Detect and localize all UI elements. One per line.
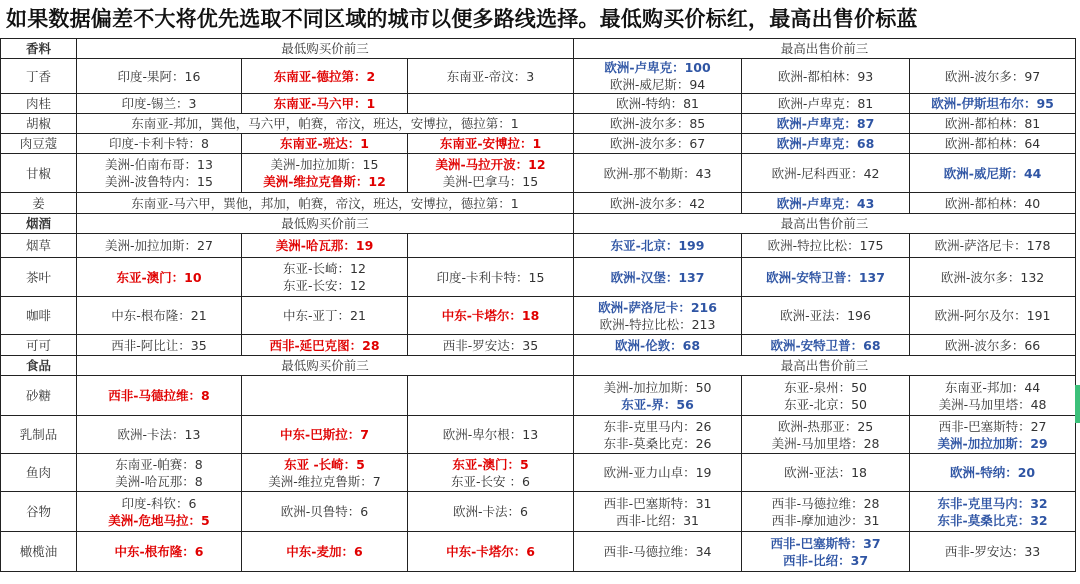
product-name: 烟草 <box>1 234 77 258</box>
table-row <box>1 59 1076 94</box>
price-entry: 东亚-泉州：50 <box>784 379 867 395</box>
price-entry: 欧洲-卡法：13 <box>117 427 201 442</box>
price-entry: 美洲-哈瓦那：8 <box>115 473 203 489</box>
price-entry: 欧洲-卢卑克：87 <box>776 116 875 131</box>
price-entry: 美洲-维拉克鲁斯：7 <box>268 473 381 489</box>
section-header-row <box>1 214 1076 234</box>
price-entry: 东南亚-帝汶：3 <box>446 68 535 84</box>
price-entry: 西非-罗安达：33 <box>944 544 1041 559</box>
sell-cell <box>742 154 910 193</box>
buy-cell <box>77 154 242 193</box>
price-entry: 西非-比绍：31 <box>616 512 699 528</box>
price-entry: 欧洲-亚力山卓：19 <box>603 465 712 480</box>
product-name: 肉豆蔻 <box>1 134 77 154</box>
sell-cell <box>574 234 742 258</box>
price-entry: 美洲-马加里塔：28 <box>771 435 880 451</box>
buy-cell <box>242 154 408 193</box>
sell-cell <box>910 416 1076 454</box>
sell-cell <box>742 234 910 258</box>
price-entry: 美洲-巴拿马：15 <box>442 174 539 189</box>
price-entry: 欧洲-波尔多：67 <box>609 136 706 151</box>
product-name: 乳制品 <box>1 416 77 454</box>
price-entry: 欧洲-卢卑克：68 <box>776 136 875 151</box>
buy-cell <box>242 532 408 572</box>
price-entry: 中东-卡塔尔：18 <box>441 308 540 323</box>
table-row <box>1 234 1076 258</box>
buy-cell <box>408 94 574 114</box>
price-entry: 西非-比绍：37 <box>782 552 869 568</box>
price-entry: 欧洲-安特卫普：68 <box>770 337 881 353</box>
buy-cell <box>408 234 574 258</box>
price-entry: 欧洲-都柏林：81 <box>944 116 1041 131</box>
sell-cell <box>742 492 910 532</box>
buy-cell <box>408 134 574 154</box>
price-entry: 东亚-北京：50 <box>784 396 867 412</box>
price-entry: 欧洲-阿尔及尔：191 <box>934 308 1051 323</box>
price-entry: 美洲-加拉加斯：15 <box>270 157 379 172</box>
price-entry: 欧洲-都柏林：93 <box>777 68 874 84</box>
scrollbar-thumb[interactable] <box>1075 385 1080 423</box>
section-header-row <box>1 356 1076 376</box>
price-entry: 欧洲-特纳：81 <box>616 96 699 111</box>
sell-cell <box>910 193 1076 214</box>
price-entry: 欧洲-卢卑克：81 <box>777 96 874 111</box>
table-row <box>1 532 1076 572</box>
price-entry: 中东-根布隆：6 <box>114 544 204 559</box>
sell-cell <box>574 416 742 454</box>
sell-cell <box>910 134 1076 154</box>
price-entry: 东非-克里马内：26 <box>603 418 712 434</box>
buy-cell <box>77 335 242 356</box>
price-entry: 东非-莫桑比克：26 <box>603 435 712 451</box>
sell-cell <box>742 532 910 572</box>
product-name: 鱼肉 <box>1 454 77 492</box>
price-entry: 西非-阿比让：35 <box>111 337 207 353</box>
price-entry: 东亚-长安：12 <box>283 278 366 293</box>
sell-cell <box>742 376 910 416</box>
table-row <box>1 335 1076 356</box>
price-entry: 东南亚-帕赛：8 <box>115 456 203 472</box>
price-entry: 欧洲-热那亚：25 <box>777 418 874 434</box>
table-row <box>1 94 1076 114</box>
sell-cell <box>910 335 1076 356</box>
sell-header: 最高出售价前三 <box>574 39 1076 59</box>
price-entry: 美洲-加拉加斯：27 <box>105 238 213 253</box>
price-entry: 欧洲-伊斯坦布尔：95 <box>931 96 1054 111</box>
price-entry: 美洲-加拉加斯：50 <box>603 379 712 395</box>
price-entry: 西非-延巴克图：28 <box>269 337 380 353</box>
price-entry: 东南亚-马六甲：1 <box>273 96 376 111</box>
buy-cell <box>77 376 242 416</box>
price-entry: 欧洲-卑尔根：13 <box>442 427 539 442</box>
table-row <box>1 297 1076 335</box>
price-entry: 欧洲-汉堡：137 <box>610 269 705 285</box>
buy-cell <box>77 94 242 114</box>
page-title: 如果数据偏差不大将优先选取不同区域的城市以便多路线选择。最低购买价标红，最高出售价标蓝 <box>6 6 918 31</box>
buy-cell <box>408 297 574 335</box>
price-entry: 欧洲-伦敦：68 <box>614 337 701 353</box>
buy-cell <box>77 134 242 154</box>
price-entry: 中东-麦加：6 <box>286 544 363 559</box>
price-entry: 欧洲-特拉比松：175 <box>767 238 884 253</box>
product-name: 丁香 <box>1 59 77 94</box>
sell-cell <box>910 454 1076 492</box>
product-name: 茶叶 <box>1 258 77 297</box>
table-row <box>1 416 1076 454</box>
sell-cell <box>574 193 742 214</box>
price-entry: 欧洲-那不勒斯：43 <box>603 165 712 181</box>
sell-cell <box>910 258 1076 297</box>
price-entry: 中东-亚丁：21 <box>283 308 366 323</box>
sell-cell <box>742 114 910 134</box>
category-label: 香料 <box>1 39 77 59</box>
sell-cell <box>742 297 910 335</box>
price-entry: 欧洲-波尔多：42 <box>609 195 706 211</box>
price-entry: 欧洲-波尔多：85 <box>609 116 706 131</box>
price-entry: 东亚-澳门：10 <box>116 269 202 285</box>
sell-cell <box>742 454 910 492</box>
buy-header: 最低购买价前三 <box>77 39 574 59</box>
table-row <box>1 454 1076 492</box>
sell-cell <box>910 492 1076 532</box>
category-label: 烟酒 <box>1 214 77 234</box>
price-entry: 欧洲-卡法：6 <box>453 504 528 519</box>
buy-cell <box>77 454 242 492</box>
buy-cell <box>408 335 574 356</box>
price-entry: 欧洲-波尔多：132 <box>940 269 1045 285</box>
price-entry: 欧洲-特纳：20 <box>950 465 1036 480</box>
buy-cell <box>408 258 574 297</box>
price-entry: 欧洲-威尼斯：94 <box>609 77 706 92</box>
sell-header: 最高出售价前三 <box>574 214 1076 234</box>
price-entry: 欧洲-波尔多：66 <box>944 337 1041 353</box>
price-entry: 欧洲-都柏林：64 <box>944 136 1041 151</box>
table-row <box>1 114 1076 134</box>
price-entry: 欧洲-都柏林：40 <box>944 195 1041 211</box>
price-entry: 西非-摩加迪沙：31 <box>771 512 880 528</box>
buy-cell-merged: 东南亚-马六甲，巽他，邦加，帕赛，帝汶，班达，安博拉，德拉第：1 <box>77 193 574 214</box>
price-entry: 东南亚-邦加：44 <box>944 379 1041 395</box>
buy-cell <box>77 532 242 572</box>
buy-cell <box>408 416 574 454</box>
buy-cell <box>408 532 574 572</box>
price-entry: 中东-根布隆：21 <box>111 308 207 323</box>
table-row <box>1 376 1076 416</box>
price-entry: 东南亚-班达：1 <box>280 136 369 151</box>
sell-cell <box>574 258 742 297</box>
buy-cell <box>242 297 408 335</box>
table-row <box>1 258 1076 297</box>
price-entry: 印度-果阿：16 <box>117 68 201 84</box>
buy-cell <box>242 94 408 114</box>
buy-cell <box>77 416 242 454</box>
sell-cell <box>574 492 742 532</box>
buy-cell <box>408 376 574 416</box>
sell-cell <box>742 193 910 214</box>
product-name: 姜 <box>1 193 77 214</box>
price-entry: 西非-马德拉维：34 <box>603 544 712 559</box>
price-entry: 印度-卡利卡特：15 <box>436 269 545 285</box>
table-row <box>1 193 1076 214</box>
buy-header: 最低购买价前三 <box>77 214 574 234</box>
price-entry: 西非-巴塞斯特：27 <box>938 418 1047 434</box>
category-label: 食品 <box>1 356 77 376</box>
buy-cell <box>242 492 408 532</box>
sell-cell <box>574 335 742 356</box>
sell-cell <box>574 376 742 416</box>
product-name: 咖啡 <box>1 297 77 335</box>
price-entry: 东亚-长崎：12 <box>283 261 366 276</box>
sell-cell <box>742 416 910 454</box>
price-entry: 西非-马德拉维：8 <box>108 388 210 403</box>
price-entry: 美洲-马加里塔：48 <box>938 396 1047 412</box>
price-entry: 美洲-波鲁特内：15 <box>105 174 213 189</box>
price-table <box>0 38 1076 572</box>
price-entry: 欧洲-卢卑克：43 <box>776 195 875 211</box>
price-entry: 中东-巴斯拉：7 <box>280 427 369 442</box>
buy-cell <box>408 59 574 94</box>
sell-cell <box>742 335 910 356</box>
sell-cell <box>910 376 1076 416</box>
price-entry: 东亚 -长崎：5 <box>284 456 365 472</box>
product-name: 砂糖 <box>1 376 77 416</box>
sell-cell <box>910 94 1076 114</box>
sell-cell <box>910 114 1076 134</box>
product-name: 可可 <box>1 335 77 356</box>
sell-cell <box>574 94 742 114</box>
price-entry: 东南亚-安博拉：1 <box>439 136 542 151</box>
buy-cell <box>242 376 408 416</box>
buy-cell <box>242 59 408 94</box>
price-entry: 印度-锡兰：3 <box>121 96 197 111</box>
price-entry: 西非-巴塞斯特：37 <box>770 535 881 551</box>
sell-cell <box>574 134 742 154</box>
table-row <box>1 492 1076 532</box>
buy-cell <box>77 492 242 532</box>
price-entry: 印度-科钦：6 <box>121 495 197 511</box>
sell-cell <box>574 154 742 193</box>
price-entry: 西非-马德拉维：28 <box>771 495 880 511</box>
sell-cell <box>742 134 910 154</box>
price-entry: 美洲-维拉克鲁斯：12 <box>263 174 386 189</box>
sell-cell <box>910 59 1076 94</box>
price-entry: 欧洲-安特卫普：137 <box>766 269 885 285</box>
buy-cell-merged: 东南亚-邦加，巽他，马六甲，帕赛，帝汶，班达，安博拉，德拉第：1 <box>77 114 574 134</box>
buy-cell <box>242 234 408 258</box>
price-entry: 欧洲-萨洛尼卡：216 <box>598 299 717 315</box>
buy-cell <box>77 297 242 335</box>
price-entry: 东亚-北京：199 <box>610 238 705 253</box>
sell-cell <box>574 59 742 94</box>
sell-header: 最高出售价前三 <box>574 356 1076 376</box>
product-name: 谷物 <box>1 492 77 532</box>
price-entry: 东南亚-德拉第：2 <box>273 68 376 84</box>
buy-cell <box>77 59 242 94</box>
buy-cell <box>408 454 574 492</box>
product-name: 橄榄油 <box>1 532 77 572</box>
price-entry: 西非-巴塞斯特：31 <box>603 495 712 511</box>
price-entry: 欧洲-萨洛尼卡：178 <box>934 238 1051 253</box>
table-row <box>1 154 1076 193</box>
price-entry: 美洲-危地马拉：5 <box>108 512 210 528</box>
price-entry: 欧洲-尼科西亚：42 <box>771 165 880 181</box>
price-entry: 东亚-界：56 <box>621 396 694 412</box>
sell-cell <box>910 297 1076 335</box>
buy-cell <box>77 258 242 297</box>
price-entry: 欧洲-波尔多：97 <box>944 68 1041 84</box>
buy-cell <box>242 335 408 356</box>
price-entry: 东亚-澳门：5 <box>452 456 529 472</box>
buy-cell <box>242 454 408 492</box>
price-entry: 东非-莫桑比克：32 <box>937 512 1048 528</box>
product-name: 甘椒 <box>1 154 77 193</box>
product-name: 胡椒 <box>1 114 77 134</box>
sell-cell <box>742 59 910 94</box>
price-entry: 欧洲-卢卑克：100 <box>604 60 711 75</box>
sell-cell <box>910 234 1076 258</box>
price-entry: 东非-克里马内：32 <box>937 495 1048 511</box>
buy-header: 最低购买价前三 <box>77 356 574 376</box>
sell-cell <box>574 454 742 492</box>
price-entry: 欧洲-特拉比松：213 <box>599 316 716 332</box>
price-entry: 中东-卡塔尔：6 <box>446 544 535 559</box>
price-entry: 欧洲-贝鲁特：6 <box>280 504 369 519</box>
sell-cell <box>910 532 1076 572</box>
sell-cell <box>574 297 742 335</box>
price-entry: 欧洲-威尼斯：44 <box>943 165 1042 181</box>
product-name: 肉桂 <box>1 94 77 114</box>
buy-cell <box>242 416 408 454</box>
price-entry: 欧洲-亚法：196 <box>780 308 871 323</box>
buy-cell <box>408 492 574 532</box>
buy-cell <box>242 258 408 297</box>
price-entry: 东亚-长安 ：6 <box>451 473 530 489</box>
section-header-row <box>1 39 1076 59</box>
buy-cell <box>77 234 242 258</box>
price-entry: 美洲-哈瓦那：19 <box>275 238 374 253</box>
price-entry: 欧洲-亚法：18 <box>784 465 867 480</box>
price-entry: 印度-卡利卡特：8 <box>109 136 209 151</box>
table-row <box>1 134 1076 154</box>
sell-cell <box>574 114 742 134</box>
buy-cell <box>408 154 574 193</box>
price-entry: 西非-罗安达：35 <box>442 337 539 353</box>
price-entry: 美洲-伯南布哥：13 <box>105 157 213 172</box>
sell-cell <box>574 532 742 572</box>
price-entry: 美洲-加拉加斯：29 <box>937 435 1048 451</box>
price-entry: 美洲-马拉开波：12 <box>435 157 546 172</box>
sell-cell <box>910 154 1076 193</box>
sell-cell <box>742 94 910 114</box>
sell-cell <box>742 258 910 297</box>
buy-cell <box>242 134 408 154</box>
